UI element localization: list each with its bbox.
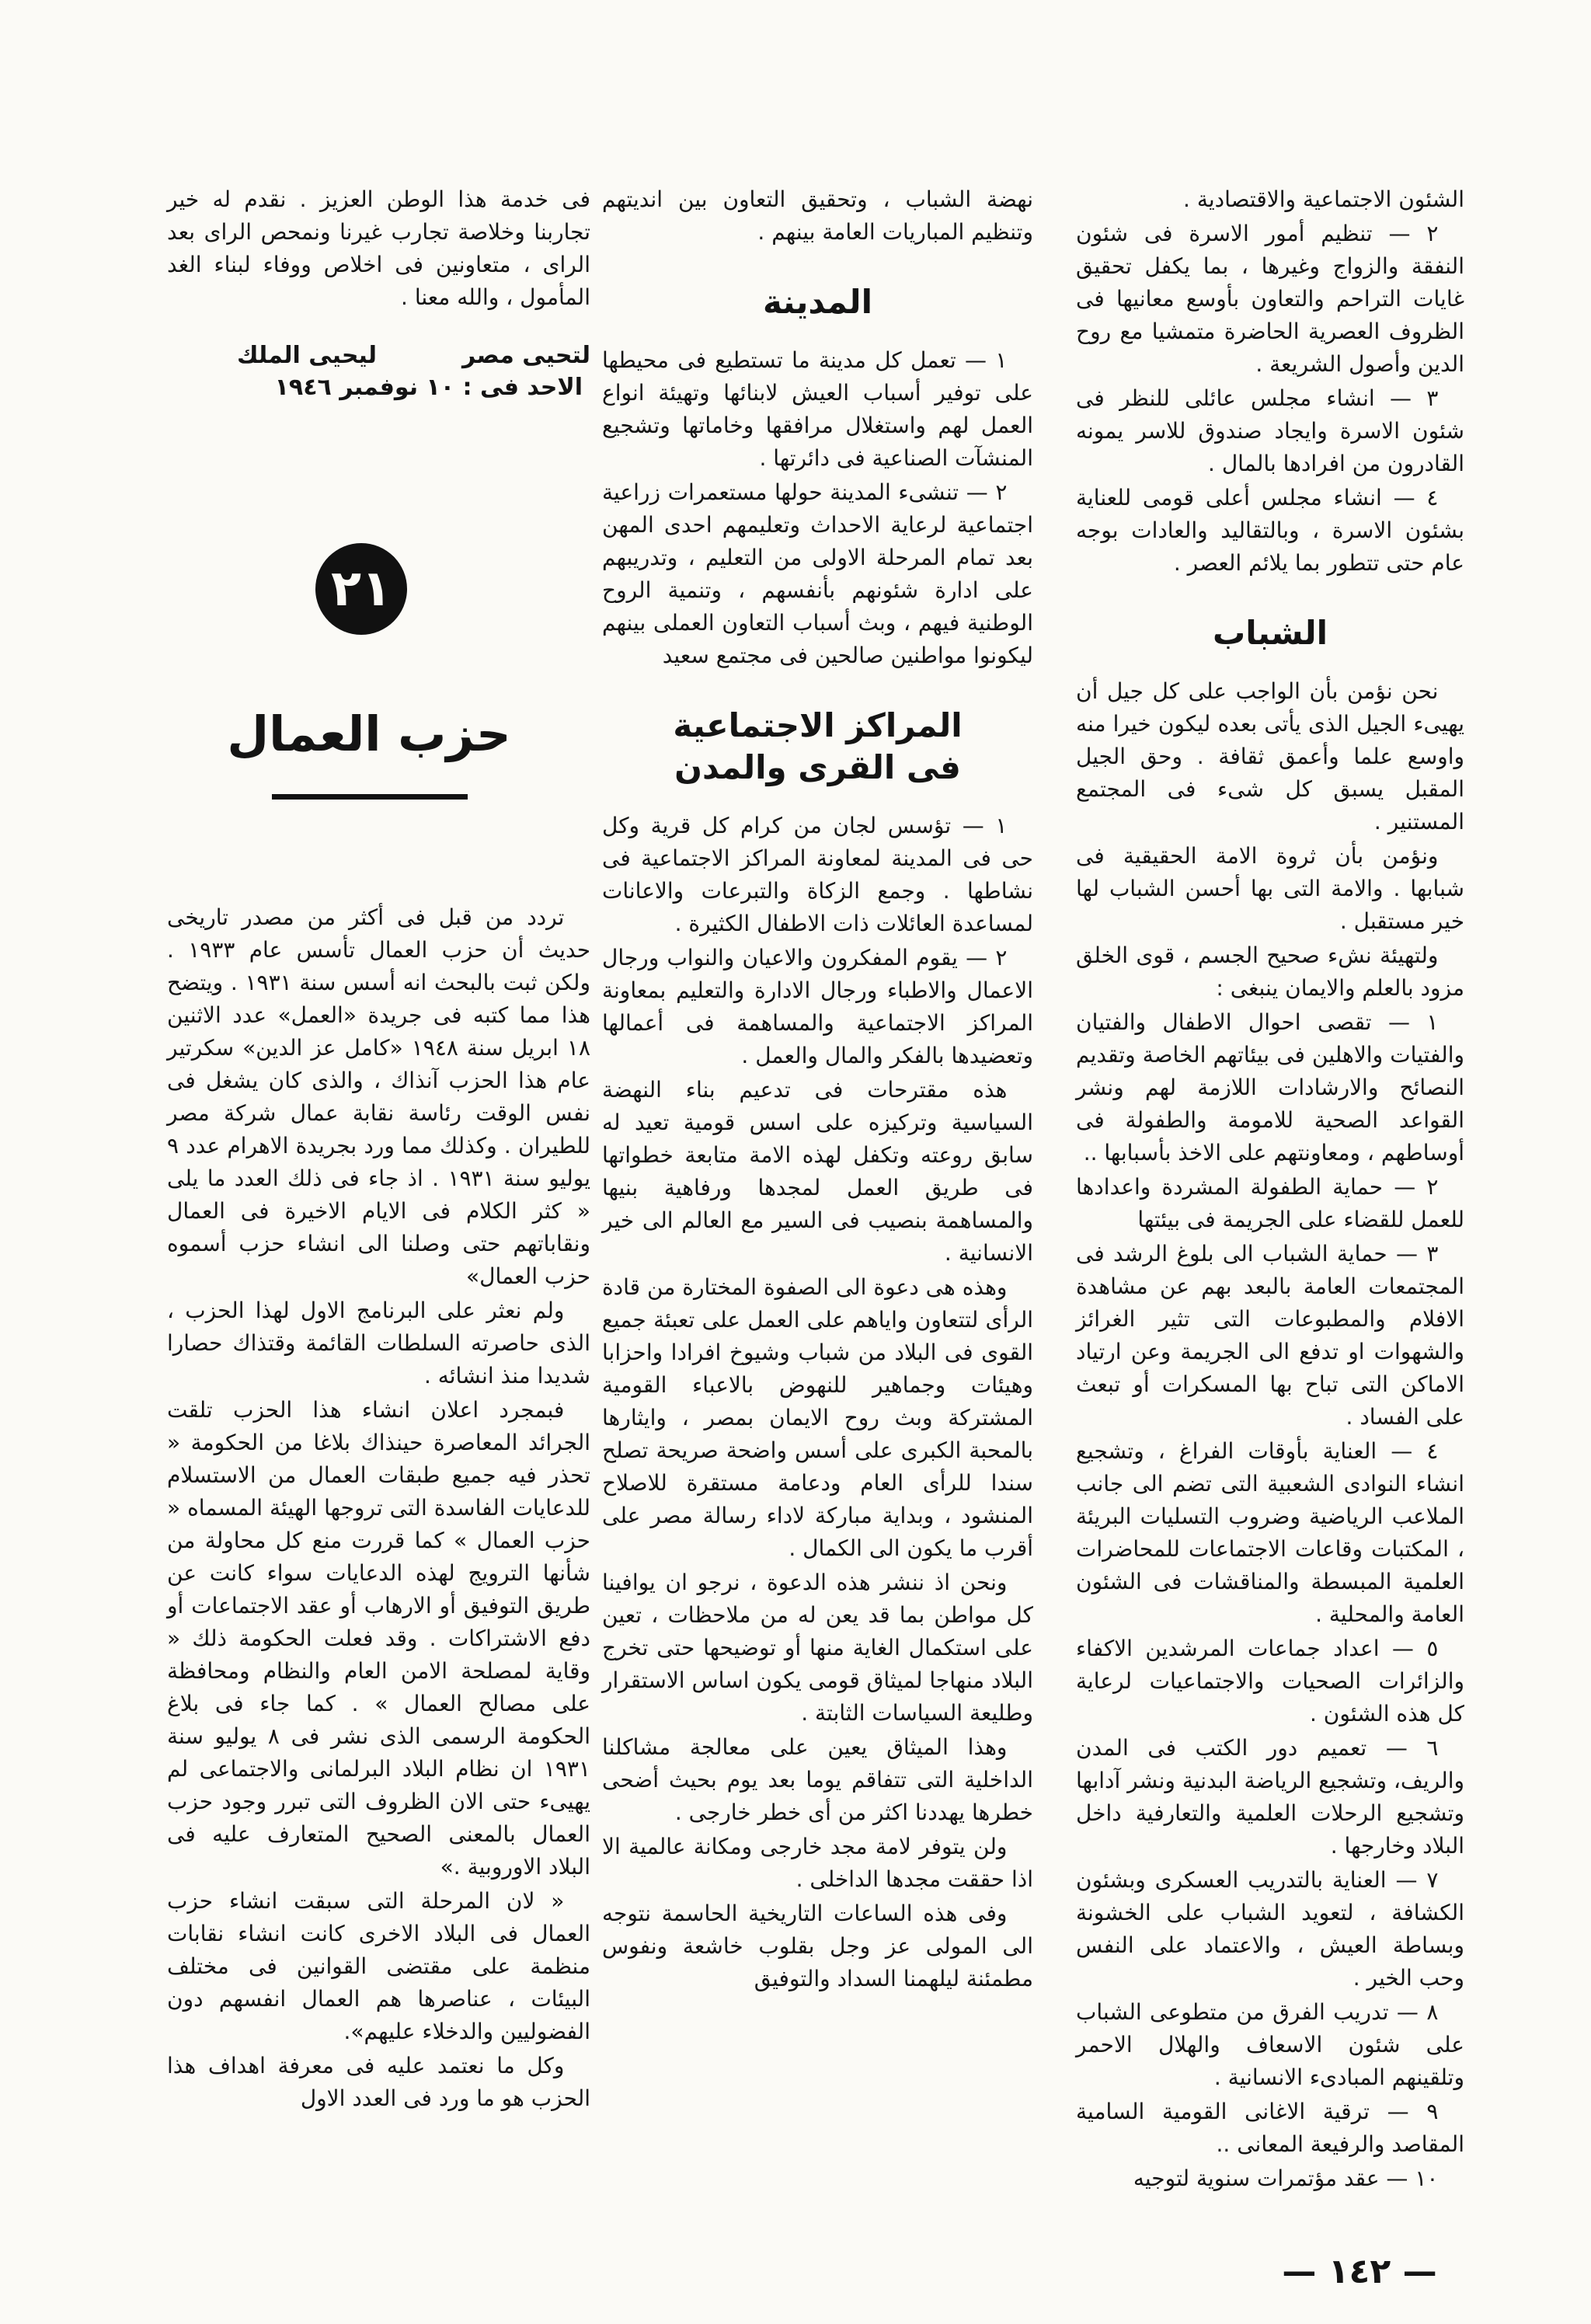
middle-column-content [602,183,1033,1997]
youth-item: ٢ — حماية الطفولة المشردة واعدادها للعمل للقضاء على الجريمة فى بيئتها [1076,1173,1464,1232]
youth-paragraph: ولتهيئة نشء صحيح الجسم ، قوى الخلق مزود بالعلم والايمان ينبغى : [1076,942,1464,1001]
youth-paragraph: نحن نؤمن بأن الواجب على كل جيل أن يهيىء الجيل الذى يأتى بعده ليكون خيرا منه واوسع علما وأعمق ثقافة . وحق الجيل المقبل يسبق كل شىء فى المجتمع المستنير . [1076,678,1464,834]
closing-paragraph: ولن يتوفر لامة مجد خارجى ومكانة عالمية الا اذا حققت مجدها الداخلى . [602,1833,1033,1892]
closing-paragraph: هذه مقترحات فى تدعيم بناء النهضة السياسية وتركيزه على اسس قومية تعيد له سابق روعته وتكفل لهذه الامة متابعة خطواتها فى طريق العمل لمجدها ورفاهية بنيها والمساهمة بنصيب فى السير مع العالم الى خير الانسانية . [602,1076,1033,1266]
slogan-long-live-king: ليحيى الملك [237,342,378,369]
section-number: ٢١ [330,560,392,618]
social-centers-title-line-1: المراكز الاجتماعية [673,706,963,744]
article-paragraph: تردد من قبل فى أكثر من مصدر تاريخى حديث أن حزب العمال تأسس عام ١٩٣٣ . ولكن ثبت بالبحث انه أسس سنة ١٩٣١ . ويتضح هذا مما كتبه فى جريدة «العمل» عدد الاثنين ١٨ ابريل سنة ١٩٤٨ «كامل عز الدين» سكرتير عام هذا الحزب آنذاك ، والذى كان يشغل فى نفس الوقت رئاسة نقابة عمال شركة مصر للطيران . وكذلك مما ورد بجريدة الاهرام عدد ٩ يوليو سنة ١٩٣١ . اذ جاء فى ذلك العدد ما يلى « كثر الكلام فى الايام الاخيرة فى العمال ونقاباتهم حتى وصلنا الى انشاء حزب أسموه حزب العمال» [167,904,591,1289]
social-centers-section-title [602,705,1033,789]
article-paragraph: ولم نعثر على البرنامج الاول لهذا الحزب ، الذى حاصرته السلطات القائمة وقتذاك حصارا شديدا منذ انشائه . [167,1298,590,1388]
youth-item: ٤ — العناية بأوقات الفراغ ، وتشجيع انشاء النوادى الشعبية التى تضم الى جانب الملاعب الرياضية وضروب التسليات البريئة ، المكتبات وقاعات الاجتماعات للمحاضرات العلمية المبسطة والمناقشات فى الشئون العامة والمحلية . [1076,1437,1464,1627]
family-item: ٢ — تنظيم أمور الاسرة فى شئون النفقة والزواج وغيرها ، بما يكفل تحقيق غايات التراحم والتعاون بأوسع معانيها فى الظروف العصرية الحاضرة متمشيا مع روح الدين وأصول الشريعة . [1076,221,1464,377]
article-body [167,901,590,2117]
social-centers-item: ١ — تؤسس لجان من كرام كل قرية وكل حى فى المدينة لمعاونة المراكز الاجتماعية فى نشاطها . وجمع الزكاة والتبرعات والاعانات لمساعدة العائلات ذات الاطفال الكثيرة . [602,812,1033,936]
family-item: ٣ — انشاء مجلس عائلى للنظر فى شئون الاسرة وايجاد صندوق للاسر يمونه القادرون من افرادها بالمال . [1076,385,1464,476]
right-column-content [1076,183,1464,2197]
section-number-badge [315,543,407,635]
youth-continuation-paragraph: نهضة الشباب ، وتحقيق التعاون بين انديتهم وتنظيم المباريات العامة بينهم . [602,186,1033,245]
youth-item: ٧ — العناية بالتدريب العسكرى وبشئون الكشافة ، لتعويد الشباب على الخشونة وبساطة العيش ، والاعتماد على النفس وحب الخير . [1076,1866,1464,1991]
family-item: ٤ — انشاء مجلس أعلى قومى للعناية بشئون الاسرة ، وبالتقاليد والعادات بوجه عام حتى تتطور بما يلائم العصر . [1076,485,1464,576]
article-paragraph: « لان المرحلة التى سبقت انشاء حزب العمال فى البلاد الاخرى كانت انشاء نقابات منظمة على مقتضى القوانين فى مختلف البيئات ، عناصرها هم العمال انفسهم دون الفضوليين والدخلاء عليهم». [167,1888,590,2044]
social-centers-item: ٢ — يقوم المفكرون والاعيان والنواب ورجال الاعمال والاطباء ورجال الادارة والتعليم بمعاونة المراكز الاجتماعية والمساهمة فى أعمالها وتعضيدها بالفكر والمال والعمل . [602,944,1033,1068]
city-section-title: المدينة [763,283,872,321]
closing-paragraph: وفى هذه الساعات التاريخية الحاسمة نتوجه الى المولى عز وجل بقلوب خاشعة ونفوس مطمئنة ليلهمنا السداد والتوفيق [602,1900,1033,1991]
right-column [1076,183,1464,2235]
youth-item: ٩ — ترقية الاغانى القومية السامية المقاصد والرفيعة المعانى .. [1076,2098,1464,2157]
youth-item: ٣ — حماية الشباب الى بلوغ الرشد فى المجتمعات العامة بالبعد بهم عن مشاهدة الافلام والمطبوعات التى تثير الغرائز والشهوات او تدفع الى الجريمة وعن ارتياد الاماكن التى تباح بها المسكرات أو تبعث على الفساد . [1076,1240,1464,1430]
middle-column [602,183,1033,2284]
youth-item: ٥ — اعداد جماعات المرشدين الاكفاء والزائرات الصحيات والاجتماعيات لرعاية كل هذه الشئون . [1076,1635,1464,1726]
left-column-top [167,183,590,448]
article-title: حزب العمال [227,706,511,762]
closing-continuation-paragraph: فى خدمة هذا الوطن العزيز . نقدم له خير تجاربنا وخلاصة تجارب غيرنا ونمحص الراى بعد الراى ، متعاونين فى اخلاص ووفاء لبناء الغد المأمول ، والله معنا . [167,186,590,310]
social-centers-title-line-2: فى القرى والمدن [674,748,961,787]
city-item: ٢ — تنشىء المدينة حولها مستعمرات زراعية اجتماعية لرعاية الاحداث وتعليمهم احدى المهن بعد تمام المرحلة الاولى من التعليم ، وتدريبهم على ادارة شئونهم بأنفسهم ، وتنمية الروح الوطنية فيهم ، وبث أسباب التعاون العملى بينهم ليكونوا مواطنين صالحين فى مجتمع سعيد [602,479,1033,668]
page-number: — ١٤٢ — [1282,2252,1437,2291]
article-paragraph: وكل ما نعتمد عليه فى معرفة اهداف هذا الحزب هو ما ورد فى العدد الاول [167,2053,590,2111]
youth-item: ١٠ — عقد مؤتمرات سنوية لتوجيه [1133,2165,1439,2191]
article-title-underline [272,794,468,800]
closing-paragraph: ونحن اذ ننشر هذه الدعوة ، نرجو ان يوافينا كل مواطن بما قد يعن له من ملاحظات ، تعين على استكمال الغاية منها أو توضيحها حتى تخرج البلاد منهاجا لميثاق قومى يكون اساس الاستقرار وطليعة السياسات الثابتة . [602,1569,1033,1726]
slogan-row [167,340,590,372]
youth-section-title: الشباب [1212,614,1328,652]
family-paragraph: الشئون الاجتماعية والاقتصادية . [1183,186,1464,212]
youth-item: ١ — تقصى احوال الاطفال والفتيان والفتيات والاهلين فى بيئاتهم الخاصة وتقديم النصائح والارشادات اللازمة لهم ونشر القواعد الصحية للامومة والطفولة فى أوساطهم ، ومعاونتهم على الاخذ بأسبابها .. [1076,1009,1464,1165]
youth-paragraph: ونؤمن بأن ثروة الامة الحقيقية فى شبابها . والامة التى بها أحسن الشباب لها خير مستقبل . [1076,842,1464,934]
slogan-long-live-egypt: لتحيى مصر [462,342,590,369]
closing-paragraph: وهذا الميثاق يعين على معالجة مشاكلنا الداخلية التى تتفاقم يوما بعد يوم بحيث أضحى خطرها يهددنا اكثر من أى خطر خارجى . [602,1733,1033,1825]
left-column-top-content [167,183,590,403]
left-column-article [167,901,590,2287]
city-item: ١ — تعمل كل مدينة ما تستطيع فى محيطها على توفير أسباب العيش لابنائها وتهيئة انواع العمل لهم واستغلال مرافقها وخاماتها وتشجيع المنشآت الصناعية فى دائرتها . [602,347,1033,471]
youth-item: ٦ — تعميم دور الكتب فى المدن والريف، وتشجيع الرياضة البدنية ونشر آدابها وتشجيع الرحلات العلمية والتعارفية داخل البلاد وخارجها . [1076,1734,1464,1859]
youth-item: ٨ — تدريب الفرق من متطوعى الشباب على شئون الاسعاف والهلال الاحمر وتلقينهم المبادىء الانسانية . [1076,1998,1464,2090]
document-date: الاحد فى : ١٠ نوفمبر ١٩٤٦ [274,373,583,401]
article-paragraph: فبمجرد اعلان انشاء هذا الحزب تلقت الجرائد المعاصرة حينذاك بلاغا من الحكومة « تحذر فيه جميع طبقات العمال من الاستسلام للدعايات الفاسدة التى تروجها الهيئة المسماه « حزب العمال » كما قررت منع كل محاولة من شأنها الترويج لهذه الدعايات سواء كانت عن طريق التوفيق أو الارهاب أو عقد الاجتماعات أو دفع الاشتراكات . وقد فعلت الحكومة ذلك « وقاية لمصلحة الامن العام والنظام ومحافظة على مصالح العمال » . كما جاء فى بلاغ الحكومة الرسمى الذى نشر فى ٨ يوليو سنة ١٩٣١ ان نظام البلاد البرلمانى والاجتماعى لم يهيىء حتى الان الظروف التى تبرر وجود حزب العمال بالمعنى الصحيح المتعارف عليه فى البلاد الاوروبية .» [167,1397,591,1880]
closing-paragraph: وهذه هى دعوة الى الصفوة المختارة من قادة الرأى لتتعاون واياهم على العمل على تعبئة جميع القوى فى البلاد من شباب وشيوخ افرادا واحزابا وهيئات وجماهير للنهوض بالاعباء القومية المشتركة وبث روح الايمان بمصر ، وايثارها بالمحبة الكبرى على أسس واضحة صريحة تصلح سندا للرأى العام ودعامة مستقرة للاصلاح المنشود ، وبداية مباركة لاداء رسالة مصر على أقرب ما يكون الى الكمال . [602,1273,1033,1561]
